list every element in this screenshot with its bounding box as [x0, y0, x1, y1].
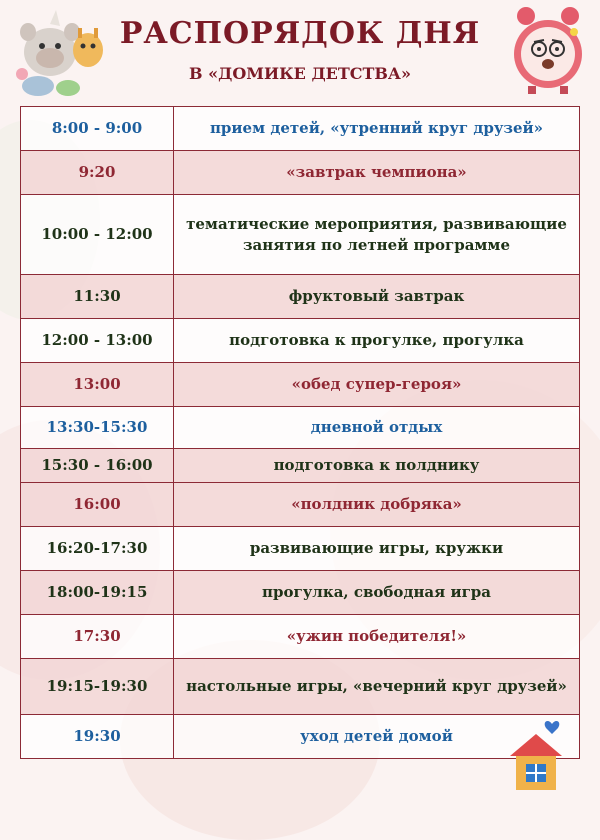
schedule-row — [21, 571, 580, 615]
schedule-time: 8:00 - 9:00 — [21, 107, 174, 151]
schedule-row — [21, 715, 580, 759]
schedule-row — [21, 275, 580, 319]
schedule-row — [21, 483, 580, 527]
schedule-time: 12:00 - 13:00 — [21, 319, 174, 363]
schedule-activity: подготовка к полднику — [174, 449, 580, 483]
schedule-row — [21, 659, 580, 715]
schedule-activity: настольные игры, «вечерний круг друзей» — [174, 659, 580, 715]
schedule-time: 18:00-19:15 — [21, 571, 174, 615]
schedule-activity: «обед супер-героя» — [174, 363, 580, 407]
schedule-activity: «завтрак чемпиона» — [174, 151, 580, 195]
schedule-activity: «ужин победителя!» — [174, 615, 580, 659]
schedule-row — [21, 615, 580, 659]
schedule-time: 17:30 — [21, 615, 174, 659]
schedule-activity: развивающие игры, кружки — [174, 527, 580, 571]
schedule-row — [21, 449, 580, 483]
schedule-table — [20, 106, 580, 759]
page-title: РАСПОРЯДОК ДНЯ — [119, 16, 481, 51]
schedule-activity: прием детей, «утренний круг друзей» — [174, 107, 580, 151]
schedule-time: 16:20-17:30 — [21, 527, 174, 571]
schedule-row — [21, 407, 580, 449]
schedule-activity: уход детей домой — [174, 715, 580, 759]
schedule-activity: дневной отдых — [174, 407, 580, 449]
schedule-activity: тематические мероприятия, развивающие занятия по летней программе — [174, 195, 580, 275]
page-subtitle: В «ДОМИКЕ ДЕТСТВА» — [189, 64, 411, 83]
schedule-time: 16:00 — [21, 483, 174, 527]
schedule-time: 9:20 — [21, 151, 174, 195]
schedule-time: 19:30 — [21, 715, 174, 759]
house-logo-icon — [506, 718, 566, 794]
schedule-activity: подготовка к прогулке, прогулка — [174, 319, 580, 363]
schedule-activity: фруктовый завтрак — [174, 275, 580, 319]
schedule-time: 11:30 — [21, 275, 174, 319]
schedule-time: 10:00 - 12:00 — [21, 195, 174, 275]
schedule-row — [21, 107, 580, 151]
schedule-row — [21, 527, 580, 571]
schedule-time: 13:00 — [21, 363, 174, 407]
schedule-time: 19:15-19:30 — [21, 659, 174, 715]
schedule-row — [21, 151, 580, 195]
schedule-row — [21, 363, 580, 407]
schedule-time: 15:30 - 16:00 — [21, 449, 174, 483]
schedule-activity: прогулка, свободная игра — [174, 571, 580, 615]
schedule-activity: «полдник добряка» — [174, 483, 580, 527]
schedule-row — [21, 319, 580, 363]
schedule-time: 13:30-15:30 — [21, 407, 174, 449]
schedule-row — [21, 195, 580, 275]
